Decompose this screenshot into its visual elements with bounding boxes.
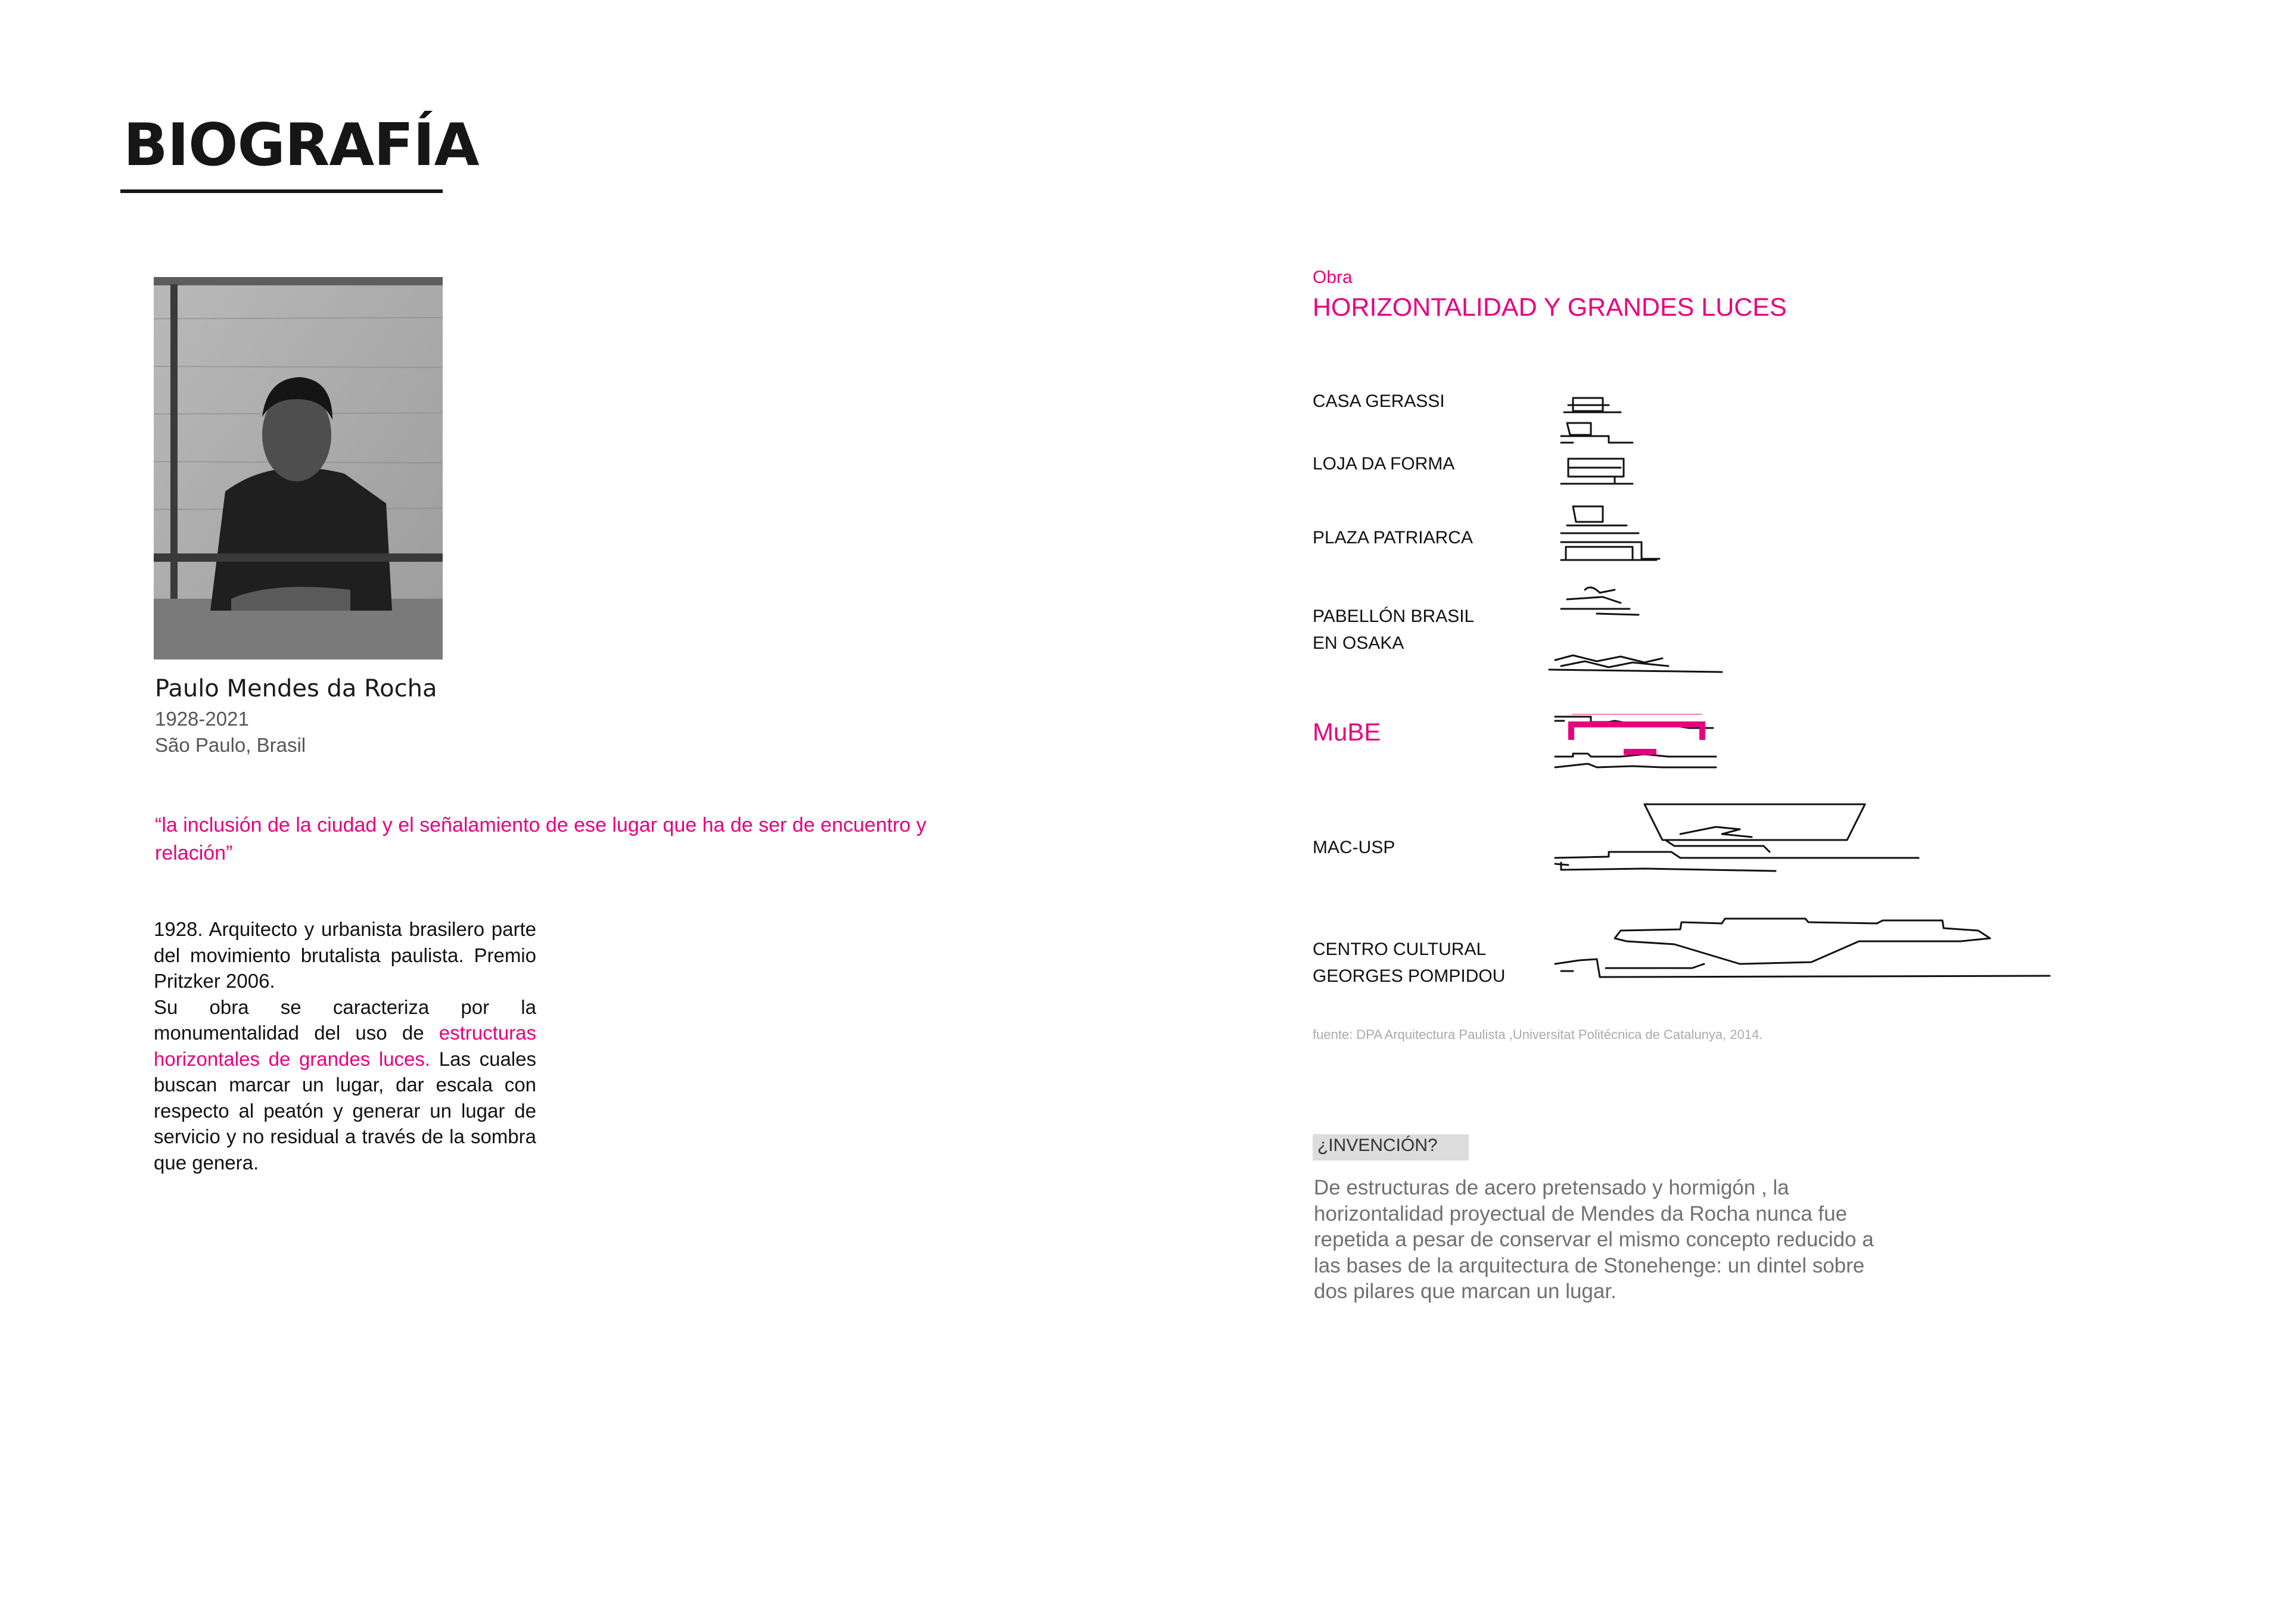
sketch-casa-gerassi	[1561, 398, 1633, 443]
sketch-pabellon-brasil	[1549, 587, 1722, 672]
work-label-pabellon-line1: PABELLÓN BRASIL	[1313, 606, 1475, 626]
biography-text	[154, 916, 536, 1175]
work-label-pabellon-brasil	[1313, 603, 1474, 657]
sketch-pompidou	[1555, 919, 2050, 977]
work-label-casa-gerassi: CASA GERASSI	[1313, 391, 1445, 411]
person-name: Paulo Mendes da Rocha	[155, 675, 437, 702]
obra-label: Obra	[1313, 267, 1353, 287]
work-label-pompidou-line1: CENTRO CULTURAL	[1313, 939, 1487, 959]
person-years: 1928-2021	[155, 708, 249, 730]
source-caption: fuente: DPA Arquitectura Paulista ,Universitat Politécnica de Catalunya, 2014.	[1313, 1027, 1763, 1042]
work-label-mac-usp: MAC-USP	[1313, 838, 1395, 857]
bio-paragraph-1: 1928. Arquitecto y urbanista brasilero parte del movimiento brutalista paulista. Premio Pritzker 2006.	[154, 918, 536, 992]
bio-paragraph-2-start: Su obra se caracteriza por la monumentalidad del uso de	[154, 995, 536, 1044]
work-label-pompidou-line2: GEORGES POMPIDOU	[1313, 966, 1506, 986]
work-label-plaza-patriarca: PLAZA PATRIARCA	[1313, 528, 1473, 547]
sketch-loja-da-forma	[1561, 459, 1633, 484]
quote: “la inclusión de la ciudad y el señalamiento de ese lugar que ha de ser de encuentro y relación”	[155, 814, 927, 864]
bio-highlight: estructuras horizontales de grandes luces.	[154, 1022, 536, 1070]
invencion-label: ¿INVENCIÓN?	[1317, 1135, 1438, 1155]
work-label-loja-da-forma: LOJA DA FORMA	[1313, 454, 1455, 474]
section-sketches	[1525, 381, 2157, 1013]
person-place: São Paulo, Brasil	[155, 734, 306, 756]
sketch-mac-usp	[1555, 804, 1919, 871]
work-label-mube: MuBE	[1313, 718, 1381, 746]
portrait-photo	[154, 277, 443, 659]
invencion-text: De estructuras de acero pretensado y hormigón , la horizontalidad proyectual de Mendes da Rocha nunca fue repetida a pesar de conservar el mismo concepto reducido a las bases de la arquitectura de Stonehenge: un dintel sobre dos pilares que marcan un lugar.	[1314, 1176, 1874, 1303]
sketch-plaza-patriarca	[1561, 506, 1659, 560]
title-underline	[120, 189, 443, 193]
obra-title: HORIZONTALIDAD Y GRANDES LUCES	[1313, 293, 1787, 322]
page-title: BIOGRAFÍA	[123, 111, 479, 179]
work-label-pabellon-line2: EN OSAKA	[1313, 633, 1404, 653]
work-label-pompidou	[1313, 936, 1505, 990]
bio-paragraph-2-end: Las cuales buscan marcar un lugar, dar escala con respecto al peatón y generar un lugar de servicio y no residual a través de la sombra que genera.	[154, 1047, 536, 1174]
